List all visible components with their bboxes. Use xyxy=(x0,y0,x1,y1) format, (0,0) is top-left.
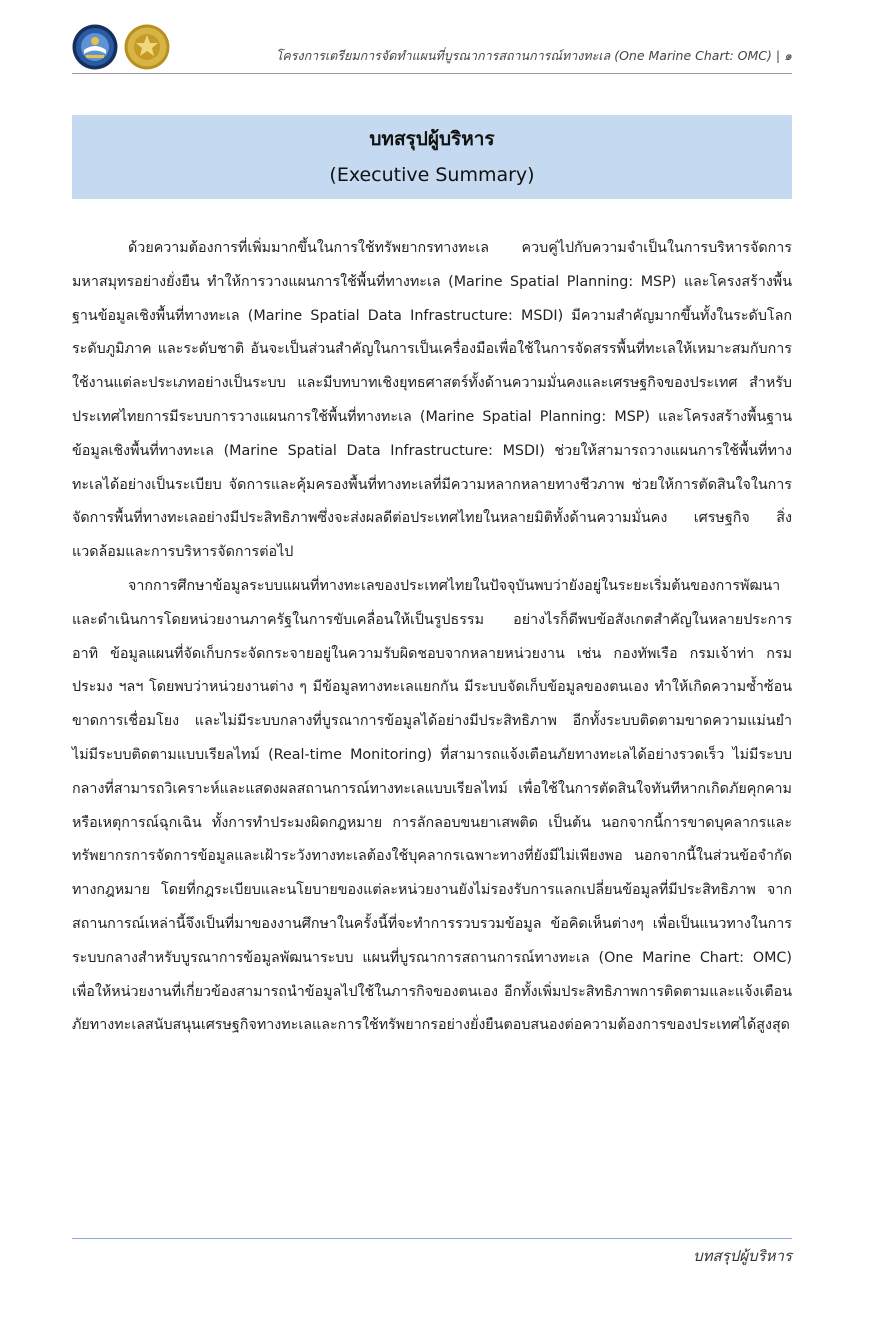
footer-section-label: บทสรุปผู้บริหาร xyxy=(693,1247,792,1265)
footer-divider xyxy=(72,1238,792,1239)
page-header xyxy=(72,24,792,72)
paragraph-2: จากการศึกษาข้อมูลระบบแผนที่ทางทะเลของประเทศไทยในปัจจุบันพบว่ายังอยู่ในระยะเริ่มต้นของการพัฒนาและดำเนินการโดยหน่วยงานภาครัฐในการขับเคลื่อนให้เป็นรูปธรรม อย่างไรก็ดีพบข้อสังเกตสำคัญในหลายประการ อาทิ ข้อมูลแผนที่จัดเก็บกระจัดกระจายอยู่ในความรับผิดชอบจากหลายหน่วยงาน เช่น กองทัพเรือ กรมเจ้าท่า กรมประมง ฯลฯ โดยพบว่าหน่วยงานต่าง ๆ มีข้อมูลทางทะเลแยกกัน มีระบบจัดเก็บข้อมูลของตนเอง ทำให้เกิดความซ้ำซ้อน ขาดการเชื่อมโยง และไม่มีระบบกลางที่บูรณาการข้อมูลได้อย่างมีประสิทธิภาพ อีกทั้งระบบติดตามขาดความแม่นยำ ไม่มีระบบติดตามแบบเรียลไทม์ (Real-time Monitoring) ที่สามารถแจ้งเตือนภัยทางทะเลได้อย่างรวดเร็ว ไม่มีระบบกลางที่สามารถวิเคราะห์และแสดงผลสถานการณ์ทางทะเลแบบเรียลไทม์ เพื่อใช้ในการตัดสินใจทันทีหากเกิดภัยคุกคามหรือเหตุการณ์ฉุกเฉิน ทั้งการทำประมงผิดกฎหมาย การลักลอบขนยาเสพติด เป็นต้น นอกจากนี้การขาดบุคลากรและทรัพยากรการจัดการข้อมูลและเฝ้าระวังทางทะเลต้องใช้บุคลากรเฉพาะทางที่ยังมีไม่เพียงพอ นอกจากนี้ในส่วนข้อจำกัดทางกฎหมาย โดยที่กฎระเบียบและนโยบายของแต่ละหน่วยงานยังไม่รองรับการแลกเปลี่ยนข้อมูลที่มีประสิทธิภาพ จากสถานการณ์เหล่านี้จึงเป็นที่มาของงานศึกษาในครั้งนี้ที่จะทำการรวบรวมข้อมูล ข้อคิดเห็นต่างๆ เพื่อเป็นแนวทางในการระบบกลางสำหรับบูรณาการข้อมูลพัฒนาระบบ แผนที่บูรณาการสถานการณ์ทางทะเล (One Marine Chart: OMC) เพื่อให้หน่วยงานที่เกี่ยวข้องสามารถนำข้อมูลไปใช้ในภารกิจของตนเอง อีกทั้งเพิ่มประสิทธิภาพการติดตามและแจ้งเตือนภัยทางทะเลสนับสนุนเศรษฐกิจทางทะเลและการใช้ทรัพยากรอย่างยั่งยืนตอบสนองต่อความต้องการของประเทศได้สูงสุด xyxy=(72,577,792,1034)
running-header-title: โครงการเตรียมการจัดทำแผนที่บูรณาการสถานการณ์ทางทะเล (One Marine Chart: OMC) | ๑ xyxy=(275,48,792,63)
navy-emblem-icon xyxy=(72,24,118,70)
summary-body xyxy=(72,232,792,1043)
gold-seal-emblem-icon xyxy=(124,24,170,70)
header-divider xyxy=(72,73,792,74)
page-subtitle: (Executive Summary) xyxy=(329,164,535,186)
title-band xyxy=(72,115,792,199)
paragraph-1: ด้วยความต้องการที่เพิ่มมากขึ้นในการใช้ทรัพยากรทางทะเล ควบคู่ไปกับความจำเป็นในการบริหารจัดการมหาสมุทรอย่างยั่งยืน ทำให้การวางแผนการใช้พื้นที่ทางทะเล (Marine Spatial Planning: MSP) และโครงสร้างพื้นฐานข้อมูลเชิงพื้นที่ทางทะเล (Marine Spatial Data Infrastructure: MSDI) มีความสำคัญมากขึ้นทั้งในระดับโลก ระดับภูมิภาค และระดับชาติ อันจะเป็นส่วนสำคัญในการเป็นเครื่องมือเพื่อใช้ในการจัดสรรพื้นที่ทะเลให้เหมาะสมกับการใช้งานแต่ละประเภทอย่างเป็นระบบ และมีบทบาทเชิงยุทธศาสตร์ทั้งด้านความมั่นคงและเศรษฐกิจของประเทศ สำหรับประเทศไทยการมีระบบการวางแผนการใช้พื้นที่ทางทะเล (Marine Spatial Planning: MSP) และโครงสร้างพื้นฐานข้อมูลเชิงพื้นที่ทางทะเล (Marine Spatial Data Infrastructure: MSDI) ช่วยให้สามารถวางแผนการใช้พื้นที่ทางทะเลได้อย่างเป็นระเบียบ จัดการและคุ้มครองพื้นที่ทางทะเลที่มีความหลากหลายทางชีวภาพ ช่วยให้การตัดสินใจในการจัดการพื้นที่ทางทะเลอย่างมีประสิทธิภาพซึ่งจะส่งผลดีต่อประเทศไทยในหลายมิติทั้งด้านความมั่นคง เศรษฐกิจ สิ่งแวดล้อมและการบริหารจัดการต่อไป xyxy=(72,240,792,561)
page-title: บทสรุปผู้บริหาร xyxy=(369,128,495,150)
